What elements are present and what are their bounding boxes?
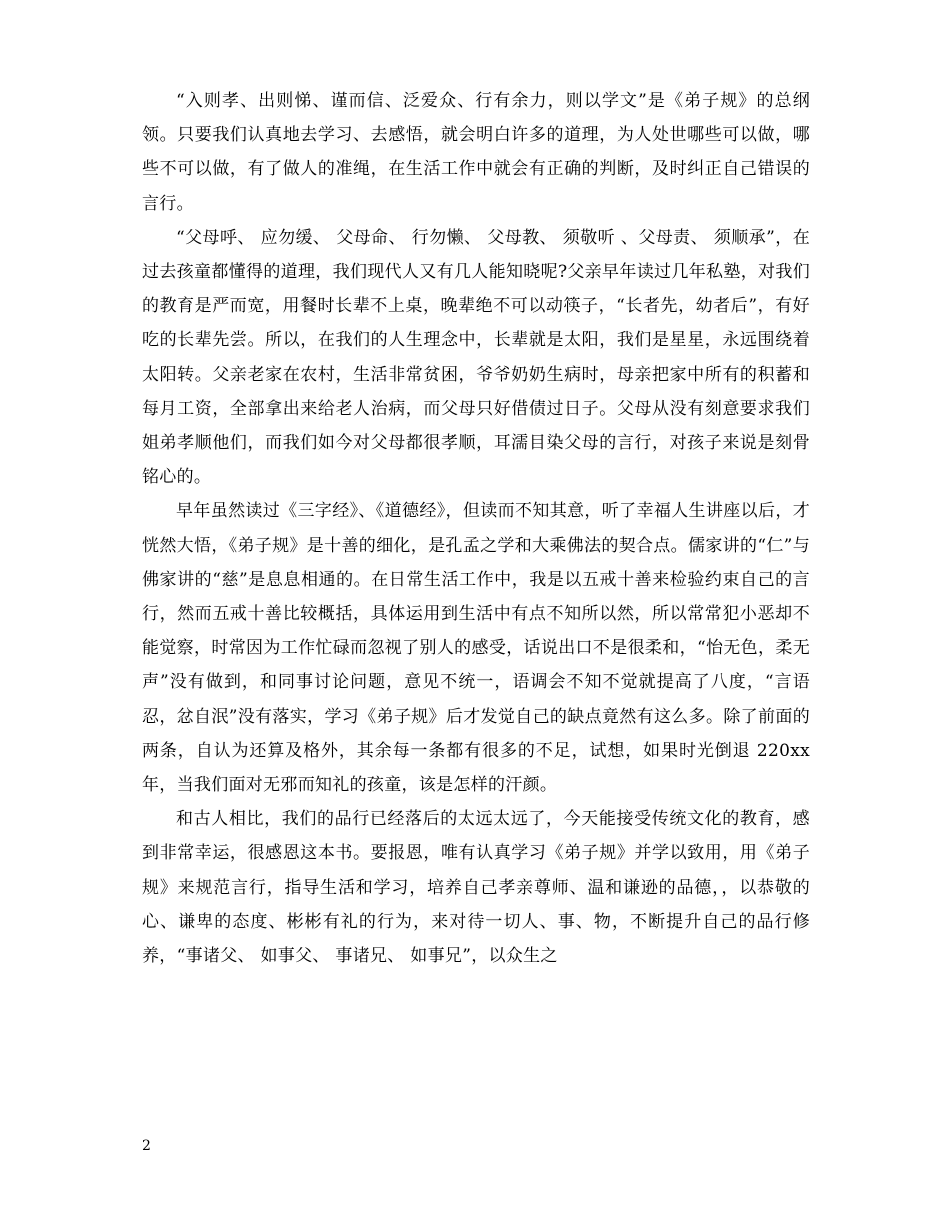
page-number: 2: [142, 1138, 151, 1154]
paragraph-1: “入则孝、出则悌、谨而信、泛爱众、行有余力，则以学文”是《弟子规》的总纲领。只要我们认真地去学习、去感悟，就会明白许多的道理，为人处世哪些可以做，哪些不可以做，有了做人的准绳，在生活工作中就会有正确的判断，及时纠正自己错误的言行。: [142, 91, 810, 214]
paragraph-2: “父母呼、 应勿缓、 父母命、 行勿懒、 父母教、 须敬听 、父母责、 须顺承”，在过去孩童都懂得的道理，我们现代人又有几人能知晓呢?父亲早年读过几年私塾，对我们的教育是严而宽，用餐时长辈不上桌，晚辈绝不可以动筷子，“长者先，幼者后”，有好吃的长辈先尝。所以，在我们的人生理念中，长辈就是太阳，我们是星星，永远围绕着太阳转。父亲老家在农村，生活非常贫困，爷爷奶奶生病时，母亲把家中所有的积蓄和每月工资，全部拿出来给老人治病，而父母只好借债过日子。父母从没有刻意要求我们姐弟孝顺他们，而我们如今对父母都很孝顺，耳濡目染父母的言行，对孩子来说是刻骨铭心的。: [142, 227, 810, 488]
paragraph-4: 和古人相比，我们的品行已经落后的太远太远了，今天能接受传统文化的教育，感到非常幸运，很感恩这本书。要报恩，唯有认真学习《弟子规》并学以致用，用《弟子规》来规范言行，指导生活和学习，培养自己孝亲尊师、温和谦逊的品德，，以恭敬的心、谦卑的态度、彬彬有礼的行为，来对待一切人、事、物，不断提升自己的品行修养，“事诸父、 如事父、 事诸兄、 如事兄”，以众生之: [142, 809, 810, 967]
paragraph-3: 早年虽然读过《三字经》、《道德经》，但读而不知其意，听了幸福人生讲座以后，才恍然大悟，《弟子规》是十善的细化，是孔孟之学和大乘佛法的契合点。儒家讲的“仁”与佛家讲的“慈”是息息相通的。在日常生活工作中，我是以五戒十善来检验约束自己的言行，然而五戒十善比较概括，具体运用到生活中有点不知所以然，所以常常犯小恶却不能觉察，时常因为工作忙碌而忽视了别人的感受，话说出口不是很柔和，“怡无色，柔无声”没有做到，和同事讨论问题，意见不统一，语调会不知不觉就提高了八度，“言语忍，忿自泯”没有落实，学习《弟子规》后才发觉自己的缺点竟然有这么多。除了前面的两条，自认为还算及格外，其余每一条都有很多的不足，试想，如果时光倒退 220xx 年，当我们面对无邪而知礼的孩童，该是怎样的汗颜。: [142, 501, 810, 796]
document-body: [142, 84, 810, 973]
